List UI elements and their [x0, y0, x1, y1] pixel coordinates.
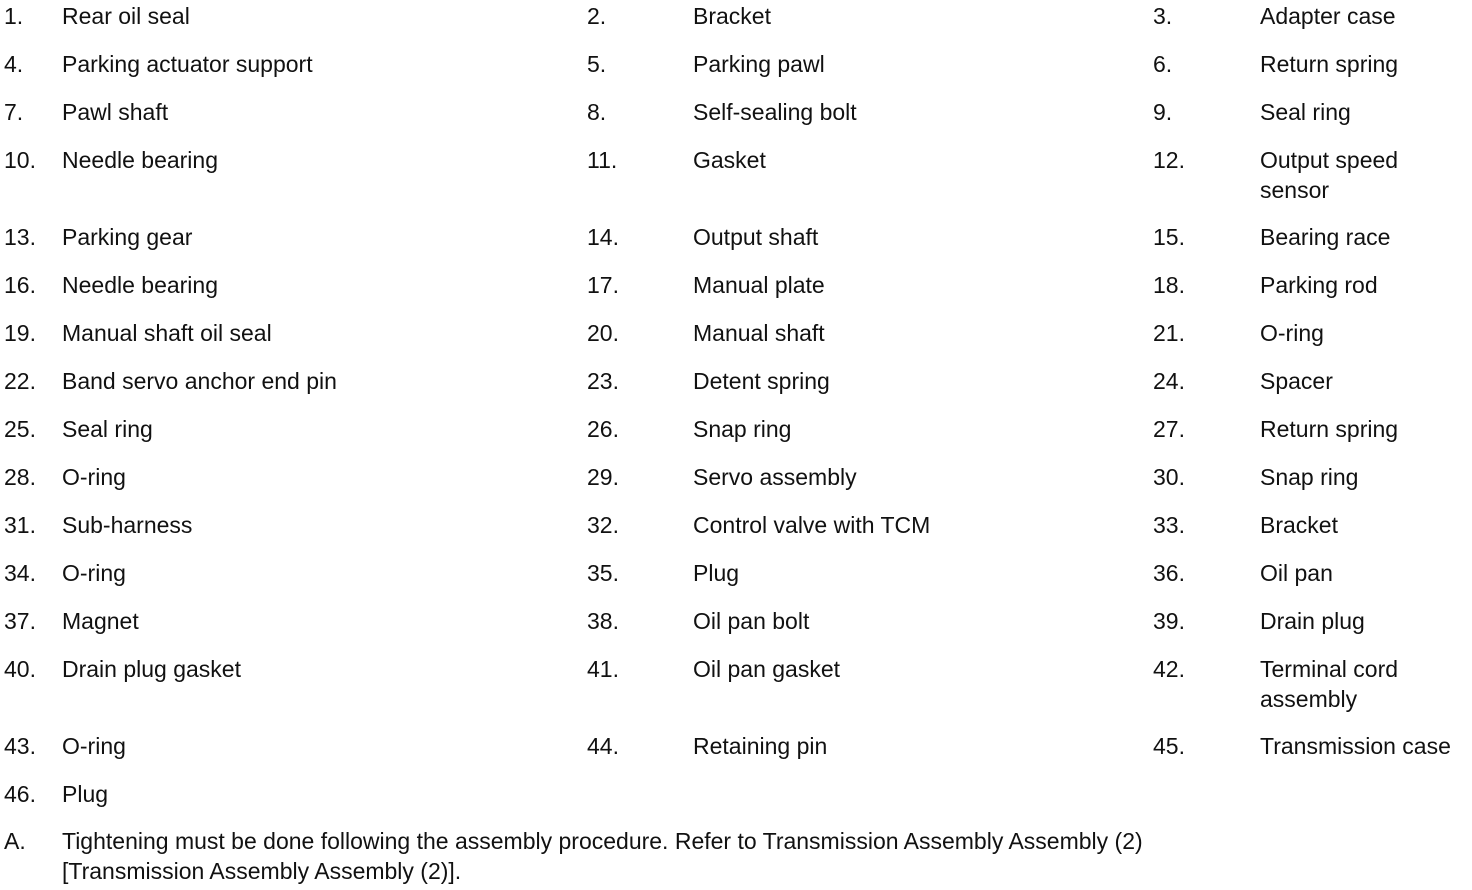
- legend-row: [0, 96, 1472, 144]
- part-name: Terminal cord assembly: [1260, 656, 1399, 712]
- part-number: 32.: [587, 512, 619, 538]
- part-number: 37.: [4, 608, 36, 634]
- part-number: 40.: [4, 656, 36, 682]
- part-name: Oil pan: [1260, 560, 1333, 586]
- part-name: Rear oil seal: [62, 3, 190, 29]
- part-name: Drain plug gasket: [62, 656, 241, 682]
- part-name: Output shaft: [693, 224, 819, 250]
- part-number: 23.: [587, 368, 619, 394]
- part-number: 41.: [587, 656, 619, 682]
- part-name: Transmission case: [1260, 733, 1451, 759]
- part-number: 19.: [4, 320, 36, 346]
- part-name: Drain plug: [1260, 608, 1365, 634]
- part-name: Adapter case: [1260, 3, 1396, 29]
- part-number: 35.: [587, 560, 619, 586]
- part-number: 17.: [587, 272, 619, 298]
- part-number: 39.: [1153, 608, 1185, 634]
- legend-row: [0, 730, 1472, 778]
- part-name: Snap ring: [1260, 464, 1359, 490]
- part-number: 26.: [587, 416, 619, 442]
- part-number: 5.: [587, 51, 607, 77]
- note-text: Tightening must be done following the assembly procedure. Refer to Transmission Assembly Assembly (2)[Transmission Assembly Assembly (2)].: [62, 828, 1143, 884]
- part-name: Return spring: [1260, 51, 1399, 77]
- part-number: 7.: [4, 99, 24, 125]
- legend-row: [0, 269, 1472, 317]
- part-name: Oil pan gasket: [693, 656, 841, 682]
- part-name: Plug: [62, 781, 109, 807]
- part-name: Parking pawl: [693, 51, 825, 77]
- part-name: Magnet: [62, 608, 139, 634]
- part-name: O-ring: [1260, 320, 1324, 346]
- part-name: O-ring: [62, 733, 126, 759]
- legend-row: [0, 557, 1472, 605]
- part-name: Needle bearing: [62, 272, 219, 298]
- part-name: Parking rod: [1260, 272, 1378, 298]
- part-name: Detent spring: [693, 368, 830, 394]
- part-number: 24.: [1153, 368, 1185, 394]
- part-number: 34.: [4, 560, 36, 586]
- legend-row: [0, 461, 1472, 509]
- part-number: 46.: [4, 781, 36, 807]
- part-number: 25.: [4, 416, 36, 442]
- part-name: Control valve with TCM: [693, 512, 931, 538]
- part-number: 29.: [587, 464, 619, 490]
- part-number: 1.: [4, 3, 24, 29]
- part-name: Retaining pin: [693, 733, 828, 759]
- part-number: 20.: [587, 320, 619, 346]
- part-name: Bearing race: [1260, 224, 1391, 250]
- part-number: 27.: [1153, 416, 1185, 442]
- part-number: 43.: [4, 733, 36, 759]
- part-name: Return spring: [1260, 416, 1399, 442]
- part-number: 36.: [1153, 560, 1185, 586]
- part-name: Bracket: [1260, 512, 1338, 538]
- part-number: 2.: [587, 3, 607, 29]
- part-name: Parking actuator support: [62, 51, 313, 77]
- part-number: 14.: [587, 224, 619, 250]
- part-name: Self-sealing bolt: [693, 99, 857, 125]
- legend-row: [0, 653, 1472, 730]
- part-number: 33.: [1153, 512, 1185, 538]
- part-number: 12.: [1153, 147, 1185, 173]
- part-name: Sub-harness: [62, 512, 193, 538]
- part-number: 18.: [1153, 272, 1185, 298]
- part-number: 15.: [1153, 224, 1185, 250]
- part-name: Needle bearing: [62, 147, 219, 173]
- part-name: O-ring: [62, 464, 126, 490]
- part-name: Oil pan bolt: [693, 608, 810, 634]
- part-number: 31.: [4, 512, 36, 538]
- part-name: Manual plate: [693, 272, 825, 298]
- part-name: Bracket: [693, 3, 771, 29]
- legend-row: [0, 144, 1472, 221]
- part-name: Band servo anchor end pin: [62, 368, 337, 394]
- legend-row: [0, 0, 1472, 48]
- part-name: Servo assembly: [693, 464, 857, 490]
- legend-row: [0, 365, 1472, 413]
- part-name: Pawl shaft: [62, 99, 169, 125]
- part-number: 38.: [587, 608, 619, 634]
- part-number: 3.: [1153, 3, 1173, 29]
- part-number: 44.: [587, 733, 619, 759]
- part-number: 16.: [4, 272, 36, 298]
- part-number: 8.: [587, 99, 607, 125]
- part-name: Seal ring: [62, 416, 153, 442]
- legend-row: [0, 413, 1472, 461]
- part-number: 30.: [1153, 464, 1185, 490]
- part-name: Spacer: [1260, 368, 1333, 394]
- part-number: 11.: [587, 147, 618, 173]
- legend-row: [0, 221, 1472, 269]
- legend-row: [0, 605, 1472, 653]
- part-name: Manual shaft oil seal: [62, 320, 272, 346]
- part-number: 28.: [4, 464, 36, 490]
- part-number: 9.: [1153, 99, 1173, 125]
- legend-row: [0, 778, 1472, 826]
- part-number: 10.: [4, 147, 36, 173]
- part-name: Parking gear: [62, 224, 193, 250]
- part-name: Gasket: [693, 147, 766, 173]
- part-number: 4.: [4, 51, 24, 77]
- part-number: 42.: [1153, 656, 1185, 682]
- part-name: Plug: [693, 560, 740, 586]
- part-name: Manual shaft: [693, 320, 825, 346]
- part-number: 22.: [4, 368, 36, 394]
- part-number: 13.: [4, 224, 36, 250]
- legend-row: [0, 317, 1472, 365]
- part-name: Snap ring: [693, 416, 792, 442]
- part-number: 45.: [1153, 733, 1185, 759]
- part-name: Seal ring: [1260, 99, 1351, 125]
- note-label: A.: [4, 828, 26, 854]
- part-number: 21.: [1153, 320, 1185, 346]
- legend-row: [0, 509, 1472, 557]
- part-name: O-ring: [62, 560, 126, 586]
- part-name: Output speed sensor: [1260, 147, 1399, 203]
- legend-row: [0, 48, 1472, 96]
- part-number: 6.: [1153, 51, 1173, 77]
